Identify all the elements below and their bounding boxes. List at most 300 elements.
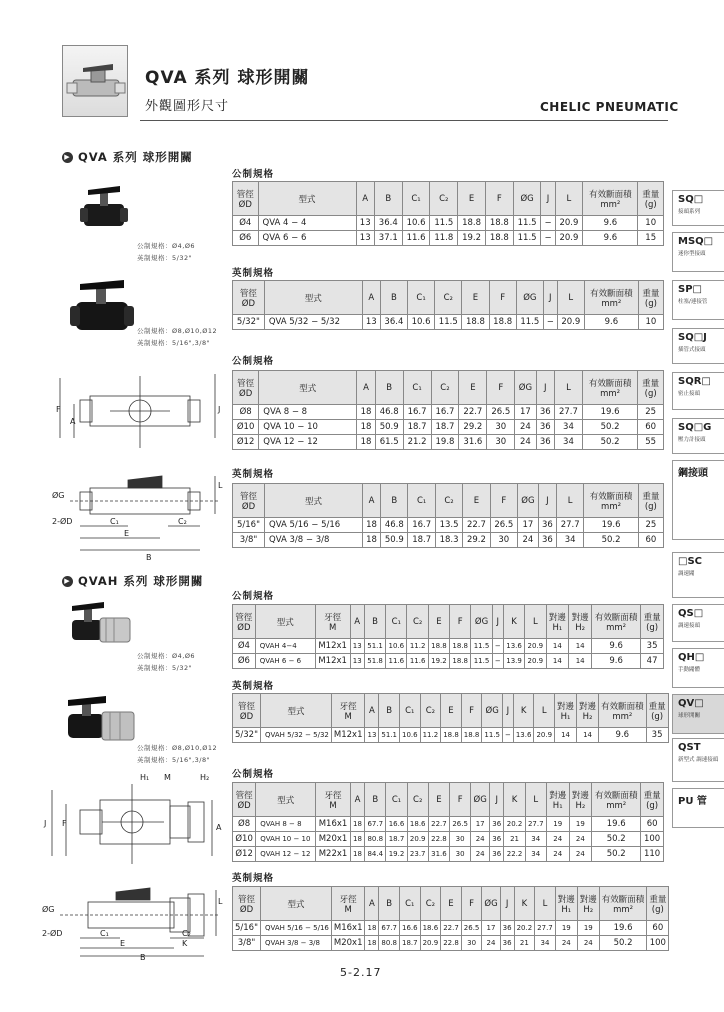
table-cell: 20.9: [555, 231, 583, 246]
header-e: E: [428, 605, 449, 639]
header-f: F: [489, 281, 516, 315]
qvah-t4-label: 英制規格: [232, 873, 275, 884]
header-thread-unit: M: [328, 622, 337, 633]
header-h1-label: 對邊: [557, 701, 575, 712]
side-tab-2: [672, 280, 724, 320]
header-weight-label: 重量: [643, 790, 661, 801]
table-cell: QVAH 10 − 10: [256, 832, 316, 847]
table-row: [233, 216, 664, 231]
table-cell: 51.8: [364, 654, 385, 669]
table-cell: 20.9: [525, 639, 546, 654]
table-cell: 24: [515, 420, 536, 435]
header-h2-unit: H₂: [583, 904, 594, 915]
header-a: A: [350, 783, 364, 817]
table-cell: 10.6: [400, 728, 421, 743]
side-tab-0: [672, 190, 724, 226]
qvah-metric-small-table: [232, 604, 664, 669]
header-f: F: [450, 605, 471, 639]
header-c2: C₂: [431, 371, 459, 405]
header-dia-unit: ØD: [238, 199, 252, 210]
table-cell: Ø12: [233, 435, 259, 450]
qvah-dim-j: J: [44, 819, 47, 828]
header-area-unit: mm²: [600, 199, 621, 210]
table-cell: 36: [536, 405, 554, 420]
header-g: ØG: [513, 182, 541, 216]
header-weight-label: 重量: [648, 701, 666, 712]
qvah-dim-h2: H₂: [200, 773, 210, 782]
table-cell: 11.5: [430, 216, 458, 231]
header-a: A: [350, 605, 364, 639]
header-weight-unit: (g): [644, 298, 657, 309]
table-cell: 22.7: [459, 405, 487, 420]
header-h1: [546, 783, 569, 817]
table-cell: 19.6: [592, 817, 641, 832]
header-b: B: [380, 281, 407, 315]
header-dia-label: 管徑: [235, 790, 253, 801]
header-g: ØG: [471, 783, 490, 817]
qvah-dim-c1: C₁: [100, 929, 109, 938]
table-cell: 34: [535, 936, 556, 951]
side-tab-code: 鋼接頭: [678, 468, 708, 479]
header-h2-unit: H₂: [582, 711, 593, 722]
table-cell: 11.8: [430, 231, 458, 246]
side-tab-code: QS□: [678, 608, 704, 619]
table-cell: 5/16": [233, 921, 261, 936]
table-cell: QVA 5/16 − 5/16: [265, 518, 363, 533]
table-cell: 67.7: [365, 817, 386, 832]
table-cell: 18: [363, 533, 381, 548]
table-cell: 36: [490, 817, 504, 832]
table-cell: 14: [569, 654, 592, 669]
table-cell: 5/32": [233, 315, 265, 330]
qva-small-metric-note: 公制規格：Ø4,Ø6: [137, 242, 196, 250]
qva-t1-label: 公制規格: [232, 169, 275, 180]
table-header-row: [233, 182, 664, 216]
header-c1: C₁: [386, 783, 407, 817]
table-cell: M12x1: [315, 654, 350, 669]
qvah-t1-label: 公制規格: [232, 591, 275, 602]
table-cell: 60: [638, 533, 663, 548]
table-cell: 26.5: [490, 518, 517, 533]
header-dia: [233, 371, 259, 405]
table-cell: 20.9: [525, 654, 546, 669]
header-c1: C₁: [408, 484, 435, 518]
table-cell: 24: [482, 936, 500, 951]
header-thread: [331, 694, 365, 728]
table-cell: 46.8: [375, 405, 403, 420]
header-thread-unit: M: [329, 800, 337, 811]
qva-inch-large-table: [232, 483, 664, 548]
table-cell: 13.5: [435, 518, 462, 533]
table-cell: 25: [638, 518, 663, 533]
header-b: B: [374, 182, 402, 216]
table-cell: 27.7: [535, 921, 556, 936]
header-weight-unit: (g): [646, 622, 659, 633]
table-cell: 18: [350, 847, 364, 862]
header-f: F: [487, 371, 515, 405]
header-model: 型式: [265, 484, 363, 518]
table-cell: 20.9: [557, 315, 584, 330]
header-h2: [569, 605, 592, 639]
table-cell: 19.2: [428, 654, 449, 669]
table-cell: 30: [461, 936, 482, 951]
table-cell: QVA 6 − 6: [258, 231, 356, 246]
qva-dimension-drawing: [50, 368, 230, 564]
table-cell: 19: [555, 921, 577, 936]
qva-dim-j: J: [218, 405, 221, 414]
table-cell: 16.6: [386, 817, 407, 832]
side-tab-name: 壓力計接頭: [678, 437, 706, 443]
header-thread-label: 牙徑: [324, 612, 342, 623]
table-cell: 11.6: [402, 231, 430, 246]
table-cell: 36: [538, 518, 556, 533]
table-cell: 24: [471, 832, 490, 847]
table-row: [233, 420, 664, 435]
table-cell: 34: [525, 832, 546, 847]
header-e: E: [459, 371, 487, 405]
table-cell: 27.7: [555, 405, 583, 420]
header-h2-unit: H₂: [575, 800, 586, 811]
table-cell: 13: [365, 728, 379, 743]
table-cell: 13: [356, 231, 374, 246]
header-j: J: [541, 182, 555, 216]
table-cell: QVAH 5/16 − 5/16: [261, 921, 332, 936]
qva-large-inch-note: 英制規格：5/16",3/8": [137, 339, 211, 347]
header-area: [592, 783, 641, 817]
header-area-label: 有效斷面積: [589, 189, 632, 200]
table-cell: 18: [350, 832, 364, 847]
header-c1: C₁: [400, 887, 421, 921]
header-weight: [638, 182, 664, 216]
table-cell: 36.4: [374, 216, 402, 231]
table-cell: 9.6: [584, 315, 638, 330]
table-cell: 50.2: [582, 435, 637, 450]
play-bullet-icon: ▶: [62, 576, 73, 587]
header-area-unit: mm²: [601, 501, 622, 512]
table-cell: 24: [569, 847, 592, 862]
table-cell: 10.6: [407, 315, 434, 330]
table-cell: Ø12: [233, 847, 256, 862]
qvah-dim-f: F: [62, 819, 67, 828]
table-cell: 10.6: [402, 216, 430, 231]
table-cell: 5/32": [233, 728, 261, 743]
table-cell: 22.7: [463, 518, 490, 533]
header-weight-unit: (g): [651, 711, 664, 722]
side-tab-12: [672, 788, 724, 828]
table-row: [233, 921, 669, 936]
table-cell: 19.2: [386, 847, 407, 862]
qvah-small-inch-note: 英制規格：5/32": [137, 664, 193, 672]
table-cell: −: [492, 654, 503, 669]
header-thread-unit: M: [344, 904, 352, 915]
header-c2: C₂: [407, 783, 428, 817]
table-cell: 31.6: [428, 847, 449, 862]
table-cell: 19: [546, 817, 569, 832]
header-thread: [316, 783, 351, 817]
qvah-dim-g: ØG: [42, 905, 55, 914]
header-j: J: [538, 484, 556, 518]
side-tab-10: [672, 694, 724, 734]
qva-dim-e: E: [124, 529, 130, 538]
header-h1-unit: H₁: [560, 711, 571, 722]
table-cell: 84.4: [365, 847, 386, 862]
header-weight-label: 重量: [642, 378, 660, 389]
header-b: B: [365, 783, 386, 817]
header-l: L: [535, 887, 556, 921]
side-tab-8: [672, 604, 724, 642]
table-cell: 14: [569, 639, 592, 654]
table-cell: 18.8: [461, 728, 482, 743]
header-model: 型式: [261, 694, 332, 728]
table-cell: 18.8: [462, 315, 489, 330]
header-weight: [641, 783, 664, 817]
table-cell: 19.6: [584, 518, 638, 533]
qvah-dim-m: M: [164, 773, 171, 782]
header-h2-label: 對邊: [579, 894, 597, 905]
header-weight-unit: (g): [644, 388, 657, 399]
table-cell: 10: [638, 315, 663, 330]
header-e: E: [441, 694, 462, 728]
table-cell: 20.9: [555, 216, 583, 231]
header-b: B: [379, 887, 400, 921]
qvah-small-product-image: [70, 598, 134, 654]
qva-metric-large-table: [232, 370, 664, 450]
table-cell: M22x1: [316, 847, 351, 862]
table-cell: 16.7: [431, 405, 459, 420]
table-cell: 18.8: [441, 728, 462, 743]
header-dia: [233, 783, 256, 817]
table-cell: 50.9: [381, 533, 408, 548]
header-weight: [641, 605, 664, 639]
table-cell: 18.7: [403, 420, 431, 435]
header-weight-label: 重量: [642, 288, 660, 299]
qvah-large-product-image: [66, 694, 136, 750]
header-area: [584, 484, 638, 518]
qvah-inch-large-table: [232, 886, 669, 951]
header-area-unit: mm²: [600, 388, 621, 399]
header-weight-unit: (g): [646, 800, 659, 811]
table-cell: M20x1: [316, 832, 351, 847]
table-cell: 27.7: [525, 817, 546, 832]
header-area-label: 有效斷面積: [601, 701, 644, 712]
table-row: [233, 405, 664, 420]
table-cell: 22.7: [441, 921, 462, 936]
table-cell: 24: [577, 936, 599, 951]
header-thread-label: 牙徑: [339, 894, 357, 905]
table-cell: Ø4: [233, 639, 256, 654]
table-cell: 18.7: [431, 420, 459, 435]
table-cell: 11.5: [513, 231, 541, 246]
table-cell: 22.2: [504, 847, 525, 862]
header-area-label: 有效斷面積: [590, 288, 633, 299]
table-cell: 22.8: [428, 832, 449, 847]
header-dia: [233, 694, 261, 728]
header-c2: C₂: [420, 694, 441, 728]
table-cell: 36: [490, 832, 504, 847]
header-h1-unit: H₁: [561, 904, 572, 915]
table-row: [233, 639, 664, 654]
table-header-row: [233, 281, 664, 315]
header-e: E: [441, 887, 462, 921]
qvah-small-size-note: [137, 650, 195, 674]
header-e: E: [428, 783, 449, 817]
table-cell: 16.7: [403, 405, 431, 420]
side-tab-name: 調速閥: [678, 571, 695, 577]
table-cell: 110: [641, 847, 664, 862]
header-model: 型式: [259, 371, 357, 405]
table-cell: 19.6: [582, 405, 637, 420]
table-row: [233, 231, 664, 246]
table-cell: 18: [357, 435, 375, 450]
side-tab-11: [672, 738, 724, 782]
table-cell: 19.6: [599, 921, 647, 936]
header-h2: [577, 887, 599, 921]
header-dia-label: 管徑: [237, 894, 255, 905]
table-cell: 60: [647, 921, 669, 936]
table-cell: Ø4: [233, 216, 259, 231]
table-cell: 20.9: [407, 832, 428, 847]
qva-t3-label: 公制規格: [232, 356, 275, 367]
header-area-label: 有效斷面積: [594, 612, 638, 623]
header-area-unit: mm²: [606, 622, 627, 633]
qvah-large-size-note: [137, 742, 217, 766]
side-tab-name: 密止接頭: [678, 391, 701, 397]
qvah-series-title-text: QVAH 系列 球形開關: [78, 574, 204, 588]
table-cell: 22.7: [428, 817, 449, 832]
header-h1-label: 對邊: [548, 612, 566, 623]
table-cell: 19.2: [458, 231, 486, 246]
table-cell: QVAH 6 − 6: [255, 654, 315, 669]
table-cell: 29.2: [459, 420, 487, 435]
side-tab-6: [672, 460, 724, 540]
header-model: 型式: [255, 605, 315, 639]
table-cell: 17: [515, 405, 536, 420]
header-weight-unit: (g): [644, 501, 657, 512]
side-tab-code: SQR□: [678, 376, 711, 387]
side-tab-code: SP□: [678, 284, 702, 295]
table-cell: 25: [638, 405, 664, 420]
header-dia-label: 管徑: [236, 189, 254, 200]
table-cell: 13.9: [503, 654, 524, 669]
qva-dim-a: A: [70, 417, 76, 426]
table-cell: 11.5: [471, 639, 492, 654]
qvah-dimension-drawing: [40, 770, 230, 960]
table-cell: 9.6: [599, 728, 647, 743]
table-cell: 18.3: [435, 533, 462, 548]
table-header-row: [233, 371, 664, 405]
header-area: [582, 371, 637, 405]
side-tab-9: [672, 648, 724, 688]
table-cell: −: [492, 639, 503, 654]
qva-dim-d: 2-ØD: [52, 517, 73, 526]
table-cell: 18.8: [489, 315, 516, 330]
header-k: K: [513, 694, 534, 728]
table-cell: 22.8: [441, 936, 462, 951]
table-cell: 36: [538, 533, 556, 548]
header-e: E: [463, 484, 490, 518]
side-tab-name: 柱塞/連接管: [678, 299, 708, 305]
header-thread-unit: M: [344, 711, 352, 722]
qva-dim-c1: C₁: [110, 517, 119, 526]
table-cell: 34: [555, 435, 583, 450]
header-a: A: [356, 182, 374, 216]
table-cell: 18.8: [485, 231, 513, 246]
table-cell: 60: [641, 817, 664, 832]
table-cell: 9.6: [592, 654, 641, 669]
table-cell: 36: [500, 936, 514, 951]
header-g: ØG: [482, 694, 503, 728]
table-cell: 19.8: [431, 435, 459, 450]
header-dia-unit: ØD: [237, 800, 251, 811]
qvah-dim-h1: H₁: [140, 773, 150, 782]
qvah-dim-c2: C₂: [182, 929, 191, 938]
table-cell: 21.2: [403, 435, 431, 450]
header-dia: [233, 281, 265, 315]
side-tab-code: SQ□G: [678, 422, 712, 433]
table-cell: QVAH 5/32 − 5/32: [261, 728, 332, 743]
qva-large-metric-note: 公制規格：Ø8,Ø10,Ø12: [137, 327, 218, 335]
table-cell: 18.7: [386, 832, 407, 847]
header-h2-label: 對邊: [579, 701, 597, 712]
table-cell: 14: [546, 654, 569, 669]
page-number: 5-2.17: [340, 966, 382, 979]
header-dia: [233, 887, 261, 921]
table-cell: 30: [487, 420, 515, 435]
table-row: [233, 847, 664, 862]
header-c2: C₂: [407, 605, 428, 639]
header-a: A: [357, 371, 375, 405]
qvah-series-title: [62, 573, 203, 589]
table-cell: 50.2: [584, 533, 638, 548]
side-tab-3: [672, 328, 724, 364]
header-c1: C₁: [402, 182, 430, 216]
header-dia: [233, 484, 265, 518]
table-cell: 10.6: [386, 639, 407, 654]
header-area: [592, 605, 641, 639]
table-cell: 11.2: [407, 639, 428, 654]
table-cell: 36: [500, 921, 514, 936]
table-row: [233, 315, 664, 330]
side-tab-name: 插管式接頭: [678, 347, 706, 353]
qvah-dim-k: K: [182, 939, 188, 948]
table-cell: 13: [362, 315, 380, 330]
side-tab-code: MSQ□: [678, 236, 714, 247]
header-dia-label: 管徑: [239, 288, 257, 299]
table-cell: 13: [356, 216, 374, 231]
header-b: B: [375, 371, 403, 405]
qvah-dim-e: E: [120, 939, 126, 948]
side-tab-7: [672, 552, 724, 598]
table-cell: 67.7: [379, 921, 400, 936]
side-tab-code: PU 管: [678, 796, 707, 807]
table-cell: 80.8: [365, 832, 386, 847]
table-row: [233, 518, 664, 533]
header-g: ØG: [482, 887, 500, 921]
qva-t2-label: 英制規格: [232, 268, 275, 279]
header-dia-label: 管徑: [237, 701, 255, 712]
table-cell: 31.6: [459, 435, 487, 450]
side-tab-name: 調速接頭: [678, 623, 701, 629]
header-h1-label: 對邊: [549, 790, 567, 801]
qva-small-size-note: [137, 240, 195, 264]
table-cell: QVAH 12 − 12: [256, 847, 316, 862]
table-cell: 13: [350, 654, 364, 669]
header-l: L: [555, 182, 583, 216]
table-cell: 11.5: [516, 315, 543, 330]
qvah-metric-large-table: [232, 782, 664, 862]
table-cell: 18: [357, 405, 375, 420]
header-model: 型式: [261, 887, 332, 921]
